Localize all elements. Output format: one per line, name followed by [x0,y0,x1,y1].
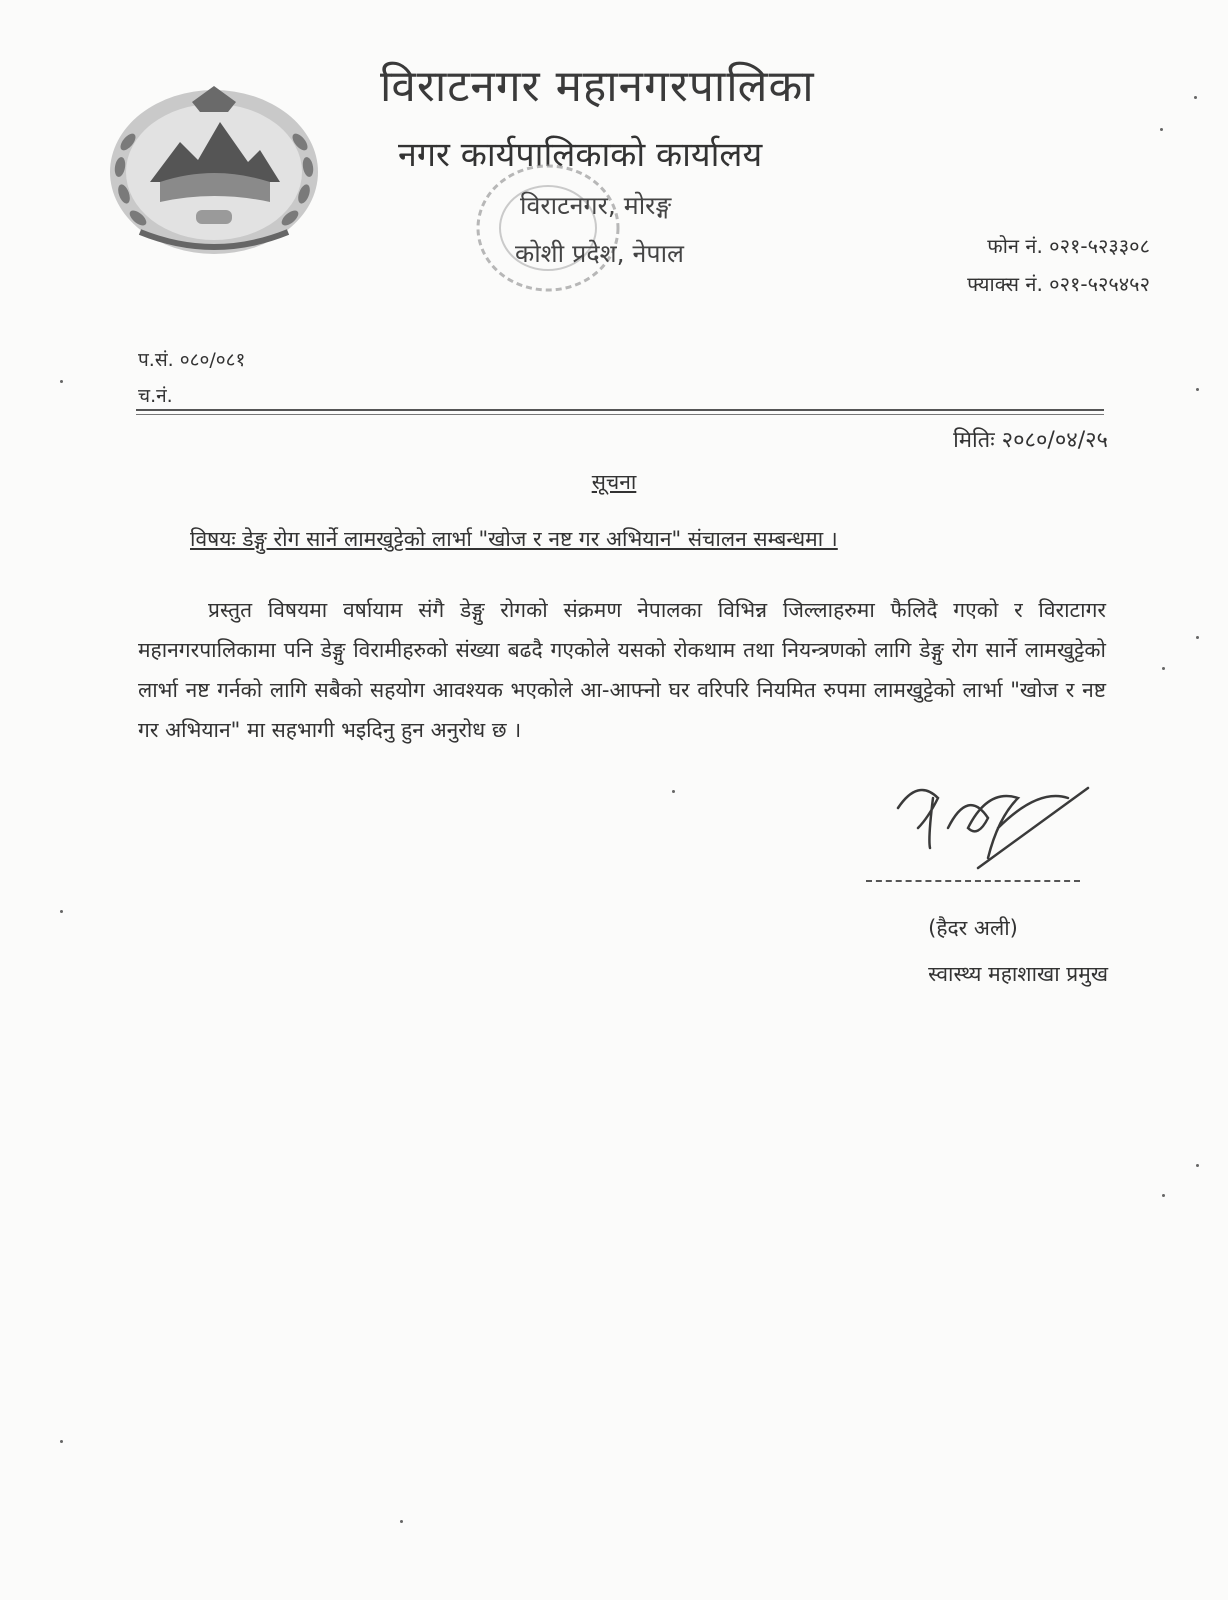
scan-speck [1162,1194,1165,1197]
notice-heading-text: सूचना [591,470,637,494]
scan-speck [1162,667,1165,670]
scan-speck [1196,388,1199,391]
scan-speck [1196,636,1199,639]
phone-number: फोन नं. ०२१-५२३३०८ [987,234,1150,258]
scan-speck [672,790,675,793]
address-line-2: कोशी प्रदेश, नेपाल [515,239,684,268]
government-emblem-icon [100,72,328,262]
scan-speck [1194,96,1197,99]
letter-date: मितिः २०८०/०४/२५ [953,428,1108,453]
scan-speck [1160,128,1163,131]
municipality-title: विराटनगर महानगरपालिका [380,61,815,112]
signatory-name: (हैदर अली) [928,916,1018,940]
header-divider-thin [136,414,1104,415]
notice-body: प्रस्तुत विषयमा वर्षायाम संगै डेङ्गु रोगको संक्रमण नेपालका विभिन्न जिल्लाहरुमा फैलिदै गएको र विराटागर महानगरपालिकामा पनि डेङ्गु विरामीहरुको संख्या बढदै गएकोले यसको रोकथाम तथा नियन्त्रणको लागि डेङ्गु रोग सार्ने लामखुट्टेको लार्भा नष्ट गर्नको लागि सबैको सहयोग आवश्यक भएकोले आ-आफ्नो घर वरिपरि नियमित रुपमा लामखुट्टेको लार्भा "खोज र नष्ट गर अभियान" मा सहभागी भइदिनु हुन अनुरोध छ । [138,598,1106,742]
address-line-1: विराटनगर, मोरङ्ग [520,191,672,220]
office-subtitle: नगर कार्यपालिकाको कार्यालय [398,135,763,175]
header-divider [136,409,1104,411]
scan-speck [60,910,63,913]
dispatch-number: च.नं. [138,385,173,407]
signature-line [866,880,1080,882]
signatory-title: स्वास्थ्य महाशाखा प्रमुख [928,962,1108,986]
scan-speck [60,380,63,383]
handwritten-signature-icon [888,768,1098,878]
fax-number: फ्याक्स नं. ०२१-५२५४५२ [967,272,1150,296]
letter-reference-number: प.सं. ०८०/०८१ [138,349,246,371]
notice-heading [0,468,1228,496]
scan-speck [400,1520,403,1523]
scan-speck [1196,1164,1199,1167]
office-stamp-icon [448,158,658,308]
scan-speck [60,1440,63,1443]
subject-line: विषयः डेङ्गु रोग सार्ने लामखुट्टेको लार्भा "खोज र नष्ट गर अभियान" संचालन सम्बन्धमा । [190,527,838,551]
